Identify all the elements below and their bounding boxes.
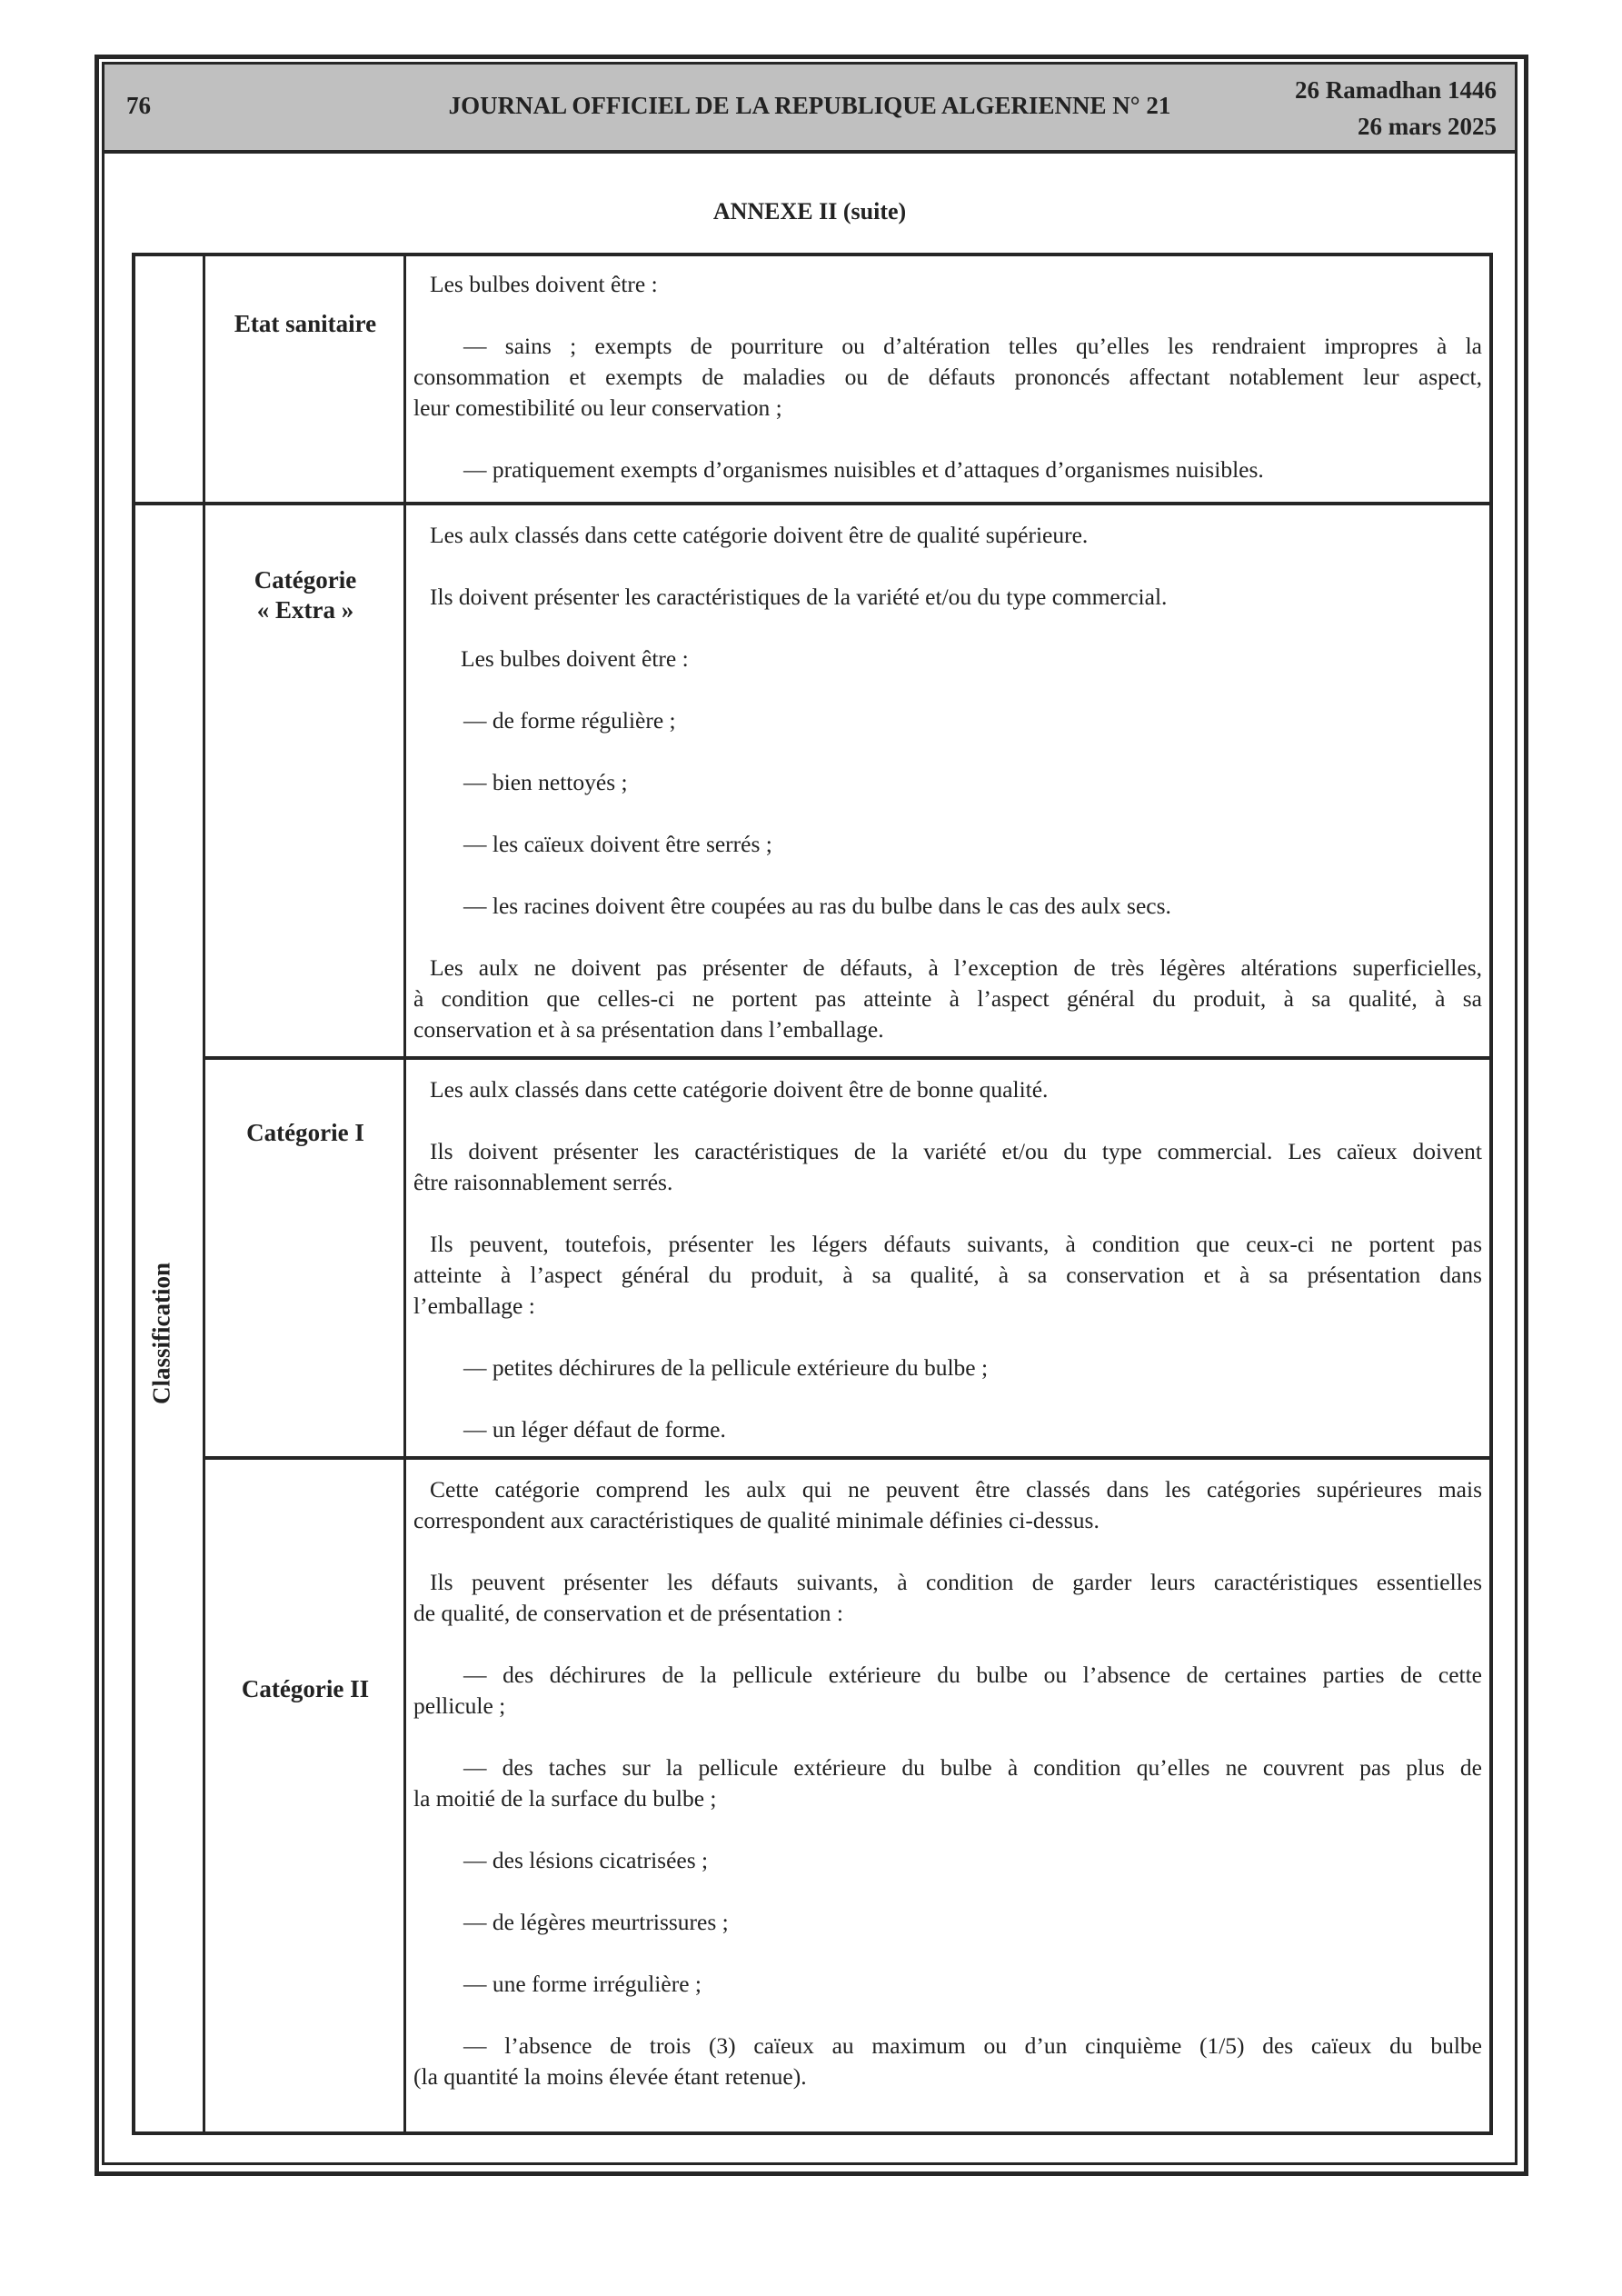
text-line: Ils doivent présenter les caractéristiques de la variété et/ou du type commercial. Les caïeux doivent — [430, 1138, 1482, 1164]
text-line: Les aulx classés dans cette catégorie doivent être de qualité supérieure. — [430, 522, 1089, 548]
text-line: leur comestibilité ou leur conservation ; — [413, 394, 782, 421]
text-line: — les caïeux doivent être serrés ; — [463, 831, 772, 857]
list-item — [413, 1752, 1482, 1814]
text-line: de qualité, de conservation et de présentation : — [413, 1600, 843, 1626]
criterion-label-line: Catégorie — [254, 566, 357, 594]
criterion-label — [206, 309, 404, 339]
text-line: être raisonnablement serrés. — [413, 1169, 673, 1195]
text-line: Ils peuvent, toutefois, présenter les légers défauts suivants, à condition que ceux-ci ne portent pas — [430, 1231, 1482, 1257]
date-gregorian: 26 mars 2025 — [1358, 113, 1497, 140]
annex-table — [132, 253, 1493, 2135]
list-item — [413, 705, 1482, 736]
text-line: — l’absence de trois (3) caïeux au maximum ou d’un cinquième (1/5) des caïeux du bulbe — [463, 2032, 1482, 2059]
text-line: — petites déchirures de la pellicule extérieure du bulbe ; — [463, 1354, 989, 1381]
text-line: Les aulx ne doivent pas présenter de défauts, à l’exception de très légères altérations superficielles, — [430, 954, 1482, 981]
text-line: Les bulbes doivent être : — [461, 645, 689, 672]
table-row — [135, 256, 1489, 505]
criterion-text — [413, 1074, 1482, 1445]
journal-title: JOURNAL OFFICIEL DE LA REPUBLIQUE ALGERIENNE N° 21 — [448, 92, 1171, 119]
paragraph — [413, 953, 1482, 1045]
paragraph — [413, 1567, 1482, 1629]
issue-date — [1295, 72, 1497, 145]
text-line: — de légères meurtrissures ; — [463, 1909, 729, 1935]
text-line: correspondent aux caractéristiques de qualité minimale définies ci-dessus. — [413, 1507, 1100, 1533]
date-hijri: 26 Ramadhan 1446 — [1294, 76, 1497, 104]
paragraph — [413, 1229, 1482, 1322]
text-line: Cette catégorie comprend les aulx qui ne peuvent être classés dans les catégories supérieures mais — [430, 1476, 1482, 1502]
list-item — [413, 1907, 1482, 1938]
text-line: Les aulx classés dans cette catégorie doivent être de bonne qualité. — [430, 1076, 1049, 1103]
text-line: — des déchirures de la pellicule extérieure du bulbe ou l’absence de certaines parties de cette — [463, 1662, 1482, 1688]
criterion-label-line: Etat sanitaire — [234, 310, 377, 337]
criterion-text — [413, 1474, 1482, 2092]
criterion-label — [206, 1118, 404, 1148]
text-line: — les racines doivent être coupées au ras du bulbe dans le cas des aulx secs. — [463, 893, 1171, 919]
text-line: — une forme irrégulière ; — [463, 1971, 702, 1997]
list-item — [413, 1353, 1482, 1383]
text-line: conservation et à sa présentation dans l’emballage. — [413, 1016, 884, 1043]
criterion-label-line: Catégorie I — [246, 1119, 364, 1146]
text-line: — des taches sur la pellicule extérieure du bulbe à condition qu’elles ne couvrent pas plus de — [463, 1754, 1482, 1781]
paragraph — [413, 520, 1482, 551]
list-item — [413, 1969, 1482, 2000]
list-item — [413, 891, 1482, 922]
text-line: Les bulbes doivent être : — [430, 271, 658, 297]
criterion-label — [206, 565, 404, 625]
text-line: — pratiquement exempts d’organismes nuisibles et d’attaques d’organismes nuisibles. — [463, 456, 1264, 483]
text-line: consommation et exempts de maladies ou de défauts prononcés affectant notablement leur aspect, — [413, 364, 1482, 390]
paragraph — [413, 1474, 1482, 1536]
table-row — [135, 505, 1489, 1060]
criterion-label-line: Catégorie II — [241, 1675, 370, 1702]
page-number: 76 — [126, 92, 151, 119]
text-line: — des lésions cicatrisées ; — [463, 1847, 709, 1873]
classification-group-label: Classification — [147, 1262, 175, 1405]
criterion-text — [413, 520, 1482, 1045]
journal-header — [104, 65, 1515, 154]
paragraph — [413, 582, 1482, 613]
paragraph — [413, 644, 1482, 674]
text-line: (la quantité la moins élevée étant retenue). — [413, 2063, 807, 2090]
list-item — [413, 1660, 1482, 1722]
list-item — [413, 1845, 1482, 1876]
table-row — [135, 1460, 1489, 2131]
list-item — [413, 454, 1482, 485]
text-line: la moitié de la surface du bulbe ; — [413, 1785, 717, 1812]
list-item — [413, 2031, 1482, 2092]
text-line: — sains ; exempts de pourriture ou d’altération telles qu’elles les rendraient impropres à la — [463, 333, 1482, 359]
text-line: — de forme régulière ; — [463, 707, 676, 734]
list-item — [413, 1414, 1482, 1445]
criterion-label-line: « Extra » — [256, 596, 354, 624]
text-line: pellicule ; — [413, 1692, 506, 1719]
text-line: atteinte à l’aspect général du produit, à sa qualité, à sa conservation et à sa présentation dans — [413, 1262, 1482, 1288]
paragraph — [413, 269, 1482, 300]
text-line: Ils doivent présenter les caractéristiques de la variété et/ou du type commercial. — [430, 584, 1168, 610]
annex-title: ANNEXE II (suite) — [712, 198, 907, 225]
text-line: — bien nettoyés ; — [463, 769, 628, 795]
text-line: — un léger défaut de forme. — [463, 1416, 726, 1442]
text-line: Ils peuvent présenter les défauts suivants, à condition de garder leurs caractéristiques essentielles — [430, 1569, 1482, 1595]
list-item — [413, 331, 1482, 424]
table-row — [135, 1060, 1489, 1460]
criterion-label — [206, 1674, 404, 1704]
text-line: l’emballage : — [413, 1293, 535, 1319]
list-item — [413, 767, 1482, 798]
list-item — [413, 829, 1482, 860]
paragraph — [413, 1136, 1482, 1198]
criterion-text — [413, 269, 1482, 485]
paragraph — [413, 1074, 1482, 1105]
text-line: à condition que celles-ci ne portent pas atteinte à l’aspect général du produit, à sa qualité, à sa — [413, 985, 1482, 1012]
